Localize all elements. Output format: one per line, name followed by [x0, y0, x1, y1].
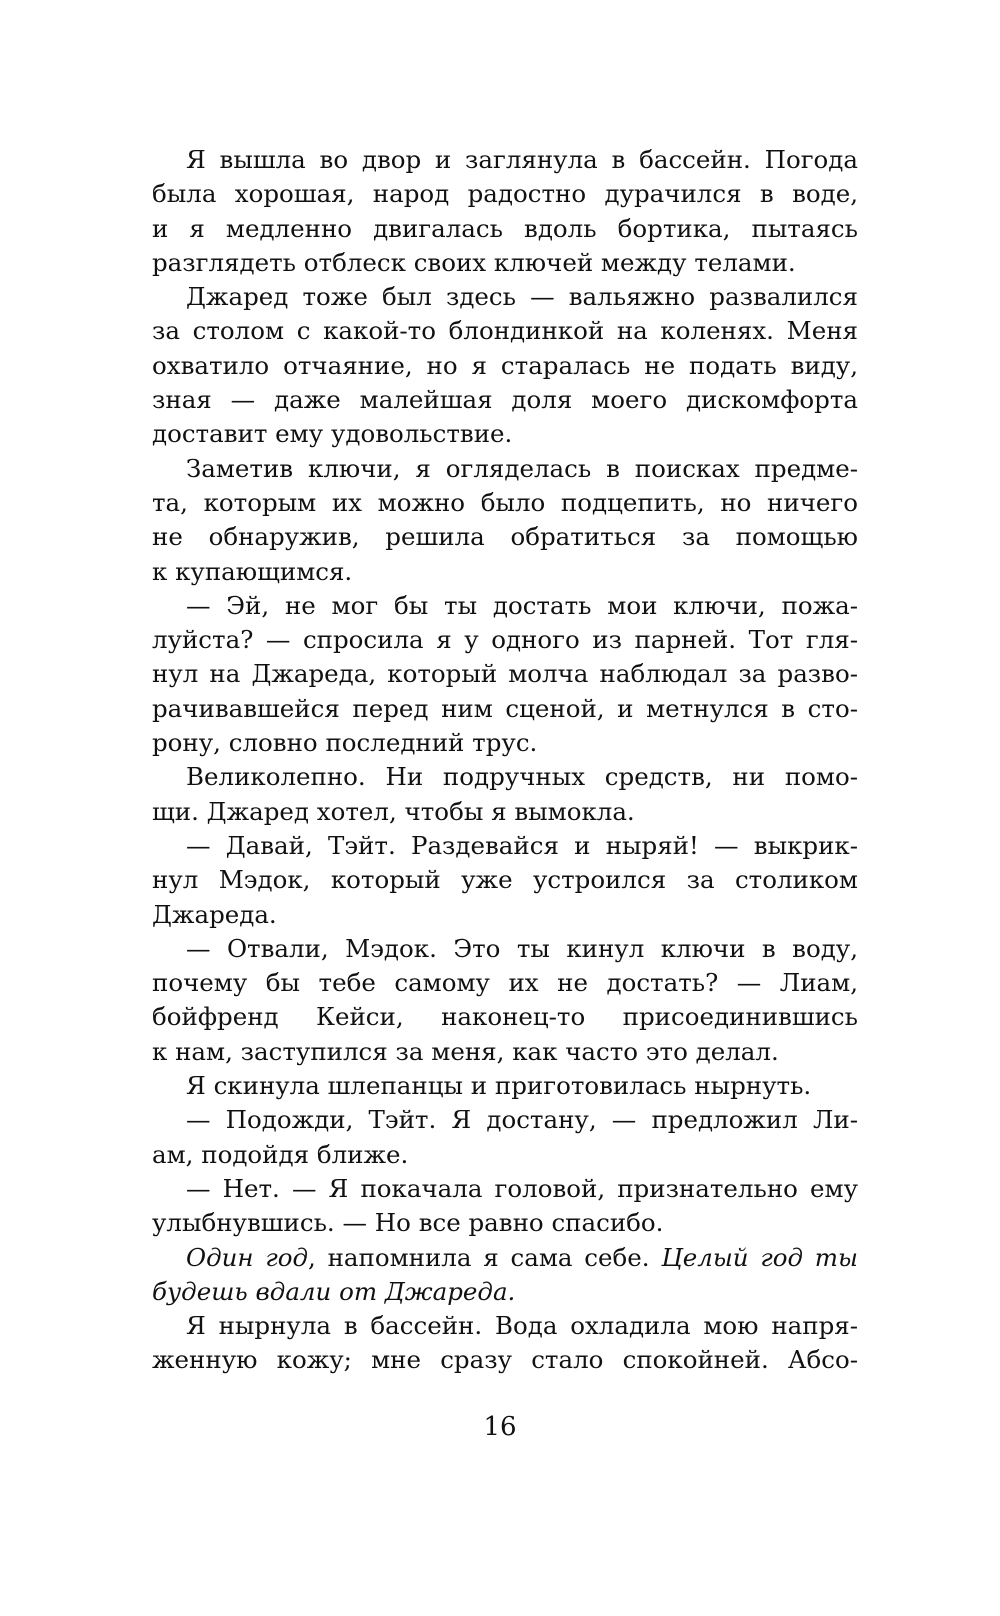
text-segment: рачивавшейся перед ним сценой, и метнулся в сто- — [152, 693, 858, 723]
text-segment: щи. Джаред хотел, чтобы я вымокла. — [152, 796, 635, 826]
text-line — [152, 1309, 858, 1343]
text-line — [152, 314, 858, 348]
text-line — [152, 692, 858, 726]
text-segment: за столом с какой-то блондинкой на коленях. Меня — [152, 316, 858, 346]
text-segment: охватило отчаяние, но я старалась не подать виду, — [152, 350, 858, 380]
text-line — [152, 623, 858, 657]
text-segment: доставит ему удовольствие. — [152, 419, 513, 449]
text-line — [152, 1172, 858, 1206]
text-segment: нул на Джареда, который молча наблюдал за разво- — [152, 659, 858, 689]
text-segment: женную кожу; мне сразу стало спокойней. Абсо- — [152, 1345, 858, 1375]
text-line — [152, 349, 858, 383]
text-line — [152, 1343, 858, 1377]
text-line — [152, 829, 858, 863]
text-line — [152, 143, 858, 177]
text-segment: рону, словно последний трус. — [152, 728, 538, 758]
text-line — [152, 177, 858, 211]
text-segment: Я нырнула в бассейн. Вода охладила мою напря- — [186, 1311, 858, 1341]
text-segment: — Подожди, Тэйт. Я достану, — предложил Ли- — [186, 1105, 858, 1135]
text-segment: к нам, заступился за меня, как часто это делал. — [152, 1036, 779, 1066]
text-line — [152, 589, 858, 623]
text-segment: — Нет. — Я покачала головой, признательно ему — [186, 1173, 858, 1203]
text-segment: луйста? — спросила я у одного из парней. Тот гля- — [152, 625, 858, 655]
text-segment: зная — даже малейшая доля моего дискомфорта — [152, 385, 858, 415]
text-segment: — Давай, Тэйт. Раздевайся и ныряй! — выкрик- — [186, 830, 858, 860]
text-line — [152, 212, 858, 246]
text-line — [152, 452, 858, 486]
text-line — [152, 1241, 858, 1275]
text-line — [152, 726, 858, 760]
text-line — [152, 555, 858, 589]
text-line — [152, 863, 858, 897]
text-line — [152, 246, 858, 280]
text-line — [152, 280, 858, 314]
text-line — [152, 1035, 858, 1069]
text-segment: ам, подойдя ближе. — [152, 1139, 409, 1169]
text-segment: Заметив ключи, я огляделась в поисках предме- — [186, 453, 858, 483]
text-line — [152, 486, 858, 520]
text-line — [152, 417, 858, 451]
text-line — [152, 1275, 858, 1309]
text-segment: Я вышла во двор и заглянула в бассейн. Погода — [186, 145, 858, 174]
text-segment: к купающимся. — [152, 556, 353, 586]
text-segment: , напомнила я сама себе. — [307, 1242, 662, 1272]
text-segment: нул Мэдок, который уже устроился за столиком — [152, 865, 858, 895]
italic-text-segment: будешь вдали от Джареда. — [152, 1276, 516, 1306]
text-segment: разглядеть отблеск своих ключей между телами. — [152, 247, 796, 277]
text-line — [152, 760, 858, 794]
text-segment: та, которым их можно было подцепить, но ничего — [152, 487, 858, 517]
text-line — [152, 657, 858, 691]
italic-text-segment: Один год — [186, 1242, 308, 1272]
text-segment: улыбнувшись. — Но все равно спасибо. — [152, 1208, 664, 1238]
text-line — [152, 1069, 858, 1103]
text-line — [152, 795, 858, 829]
text-segment: была хорошая, народ радостно дурачился в воде, — [152, 179, 858, 209]
text-segment: Джареда. — [152, 899, 277, 929]
text-segment: не обнаружив, решила обратиться за помощью — [152, 522, 858, 552]
text-segment: Джаред тоже был здесь — вальяжно развалился — [186, 282, 858, 312]
body-text — [152, 143, 858, 1378]
text-line — [152, 898, 858, 932]
text-segment: почему бы тебе самому их не достать? — Лиам, — [152, 968, 858, 998]
text-line — [152, 1000, 858, 1034]
text-segment: — Отвали, Мэдок. Это ты кинул ключи в воду, — [186, 933, 858, 963]
text-segment: Я скинула шлепанцы и приготовилась нырнуть. — [186, 1071, 812, 1101]
text-line — [152, 1138, 858, 1172]
text-line — [152, 966, 858, 1000]
text-segment: Великолепно. Ни подручных средств, ни помо- — [186, 762, 858, 792]
text-line — [152, 383, 858, 417]
italic-text-segment: Целый год ты — [661, 1242, 858, 1272]
text-line — [152, 1103, 858, 1137]
text-line — [152, 1206, 858, 1240]
text-segment: бойфренд Кейси, наконец-то присоединившись — [152, 1002, 858, 1032]
text-line — [152, 520, 858, 554]
page-number: 16 — [483, 1412, 517, 1442]
text-line — [152, 932, 858, 966]
text-segment: и я медленно двигалась вдоль бортика, пытаясь — [152, 213, 858, 243]
text-segment: — Эй, не мог бы ты достать мои ключи, пожа- — [186, 590, 858, 620]
